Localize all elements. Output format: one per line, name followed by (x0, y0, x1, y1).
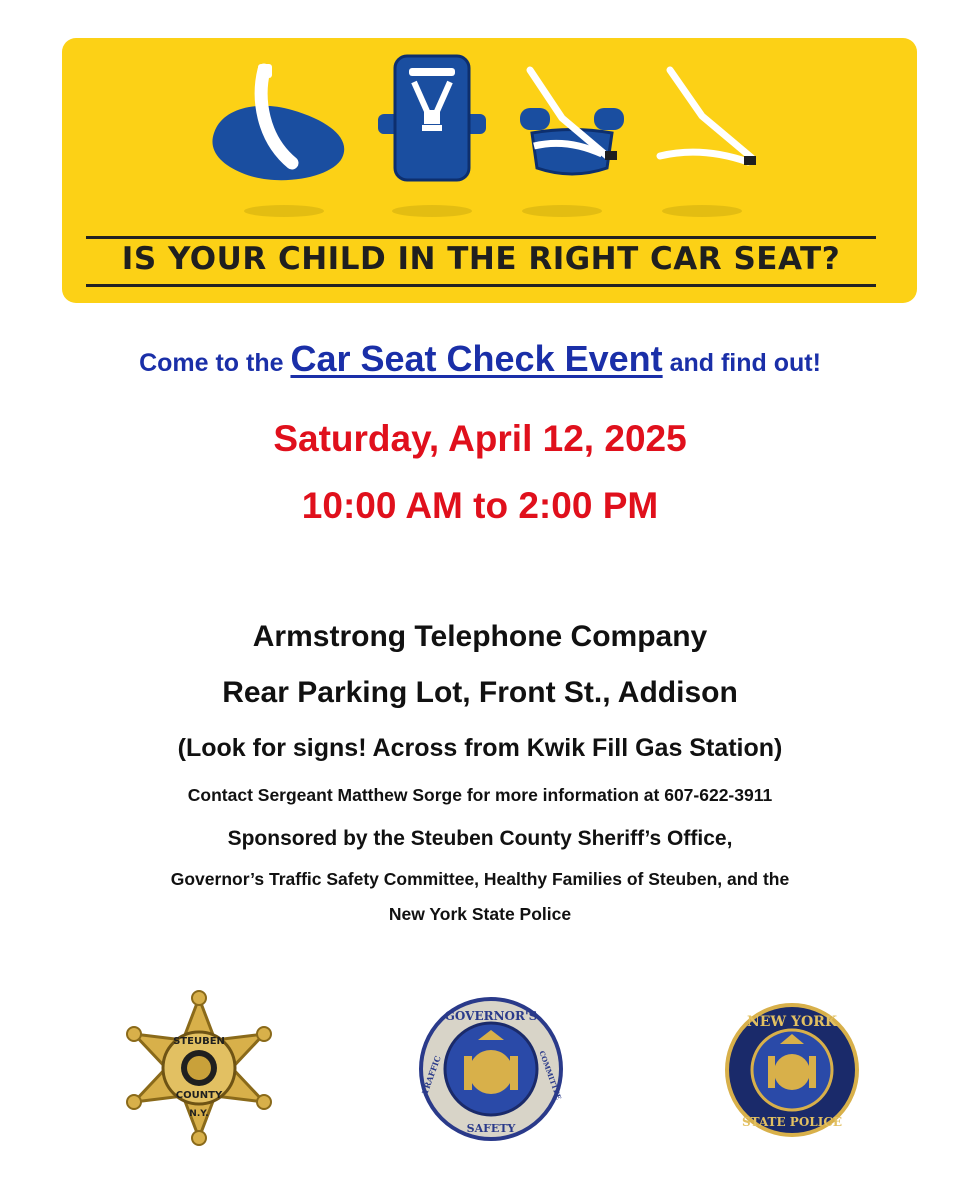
gtsc-bottom-text: SAFETY (466, 1122, 516, 1135)
sponsor-line-3: New York State Police (388, 904, 572, 924)
booster-seat-icon (520, 70, 624, 174)
banner-rule-bottom (86, 284, 876, 287)
banner-rule-top (86, 236, 876, 239)
invite-suffix: and find out! (669, 349, 821, 377)
nysp-top-text: NEW YORK (746, 1014, 838, 1030)
sheriff-top-text: STEUBEN (173, 1036, 225, 1047)
gtsc-seal-logo (418, 996, 564, 1142)
venue-street: Rear Parking Lot, Front St., Addison (222, 676, 738, 709)
sheriff-sub-text: N.Y. (189, 1109, 209, 1119)
harness-seat-icon (378, 56, 486, 180)
invite-prefix: Come to the (139, 349, 284, 377)
venue-note: (Look for signs! Across from Kwik Fill Gas Station) (177, 734, 783, 762)
infant-carrier-icon (212, 64, 344, 180)
contact-info: Contact Sergeant Matthew Sorge for more information at 607-622-3911 (187, 785, 773, 805)
event-date: Saturday, April 12, 2025 (273, 418, 687, 459)
venue-name: Armstrong Telephone Company (252, 620, 708, 653)
event-name: Car Seat Check Event (290, 338, 663, 379)
seat-belt-icon (660, 70, 756, 165)
nysp-patch-logo (724, 1002, 860, 1138)
banner-title: IS YOUR CHILD IN THE RIGHT CAR SEAT? (121, 241, 841, 277)
gtsc-right-text: COMMITTEE (537, 1049, 564, 1101)
gtsc-top-text: GOVERNOR'S (444, 1009, 538, 1023)
invite-line (0, 338, 960, 380)
sponsor-line-2: Governor’s Traffic Safety Committee, Healthy Families of Steuben, and the (170, 869, 790, 889)
event-time: 10:00 AM to 2:00 PM (301, 485, 659, 526)
nysp-bottom-text: STATE POLICE (741, 1115, 843, 1129)
sheriff-badge-logo (126, 990, 272, 1146)
sheriff-bottom-text: COUNTY (175, 1090, 223, 1101)
gtsc-left-text: TRAFFIC (419, 1054, 443, 1096)
sponsor-line-1: Sponsored by the Steuben County Sheriff’s Office, (227, 827, 733, 850)
